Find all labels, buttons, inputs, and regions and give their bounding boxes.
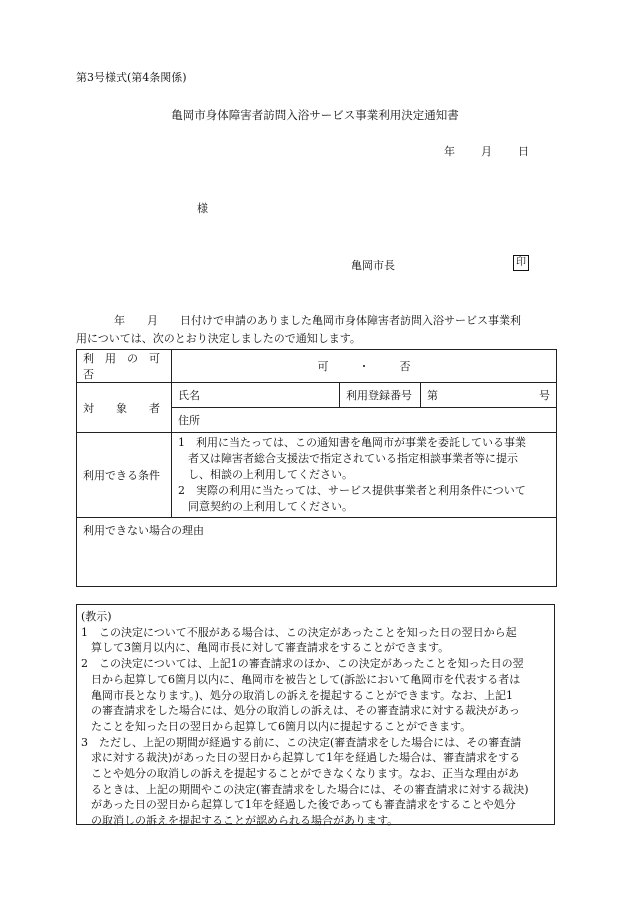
addressee-suffix: 様 <box>197 202 208 215</box>
decision-table <box>76 349 557 587</box>
date-month: 月 <box>481 145 492 158</box>
notice-line: 日から起算して6箇月以内に、亀岡市を被告として(訴訟において亀岡市を代表する者は <box>91 672 521 686</box>
intro-line-2: 用については、次のとおり決定しましたので通知します。 <box>76 332 361 345</box>
conditions-row <box>77 433 557 518</box>
reg-no-label: 利用登録番号 <box>340 383 421 408</box>
subject-name-row <box>77 383 557 408</box>
name-label: 氏名 <box>172 383 340 408</box>
notice-line: 亀岡市長となります。)、処分の取消しの訴えを提起することができます。なお、上記1 <box>91 688 514 702</box>
notice-line: 1 この決定について不服がある場合は、この決定があったことを知った日の翌日から起 <box>81 625 517 639</box>
conditions-label: 利用できる条件 <box>77 433 172 518</box>
notice-heading: (教示) <box>81 610 112 623</box>
permission-label: 利 用 の 可 否 <box>77 350 172 383</box>
address-label: 住所 <box>172 408 557 433</box>
notice-line: の取消しの訴えを提起することが認められる場合があります。 <box>91 814 399 828</box>
condition-line: 1 利用に当たっては、この通知書を亀岡市が事業を委託している事業 <box>178 436 526 449</box>
reg-no-prefix: 第 <box>427 389 438 402</box>
notice-line: 算して3箇月以内に、亀岡市長に対して審査請求をすることができます。 <box>91 641 450 655</box>
date-day: 日 <box>518 145 529 158</box>
condition-line: 2 実際の利用に当たっては、サービス提供事業者と利用条件について <box>178 484 526 497</box>
condition-line: し、相談の上利用してください。 <box>188 468 353 481</box>
notice-line: があった日の翌日から起算して1年を経過した後であっても審査請求をすることや処分 <box>91 798 516 812</box>
permission-dot: ・ <box>358 360 370 373</box>
notice-line: るときは、上記の期間やこの決定(審査請求をした場合には、その審査請求に対する裁決) <box>91 782 529 796</box>
notice-line: たことを知った日の翌日から起算して6箇月以内に提起することができます。 <box>91 719 472 733</box>
notice-line: 3 ただし、上記の期間が経過する前に、この決定(審査請求をした場合には、その審査請 <box>81 735 522 749</box>
reason-label: 利用できない場合の理由 <box>77 518 557 587</box>
appeal-notice <box>76 604 555 828</box>
seal-mark: 印 <box>513 255 529 271</box>
issue-date <box>444 143 529 159</box>
notice-line: の審査請求をした場合には、処分の取消しの訴えは、その審査請求に対する裁決があっ <box>91 704 520 718</box>
date-year: 年 <box>444 145 455 158</box>
permission-no: 否 <box>399 360 411 373</box>
reg-no-suffix: 号 <box>539 389 550 402</box>
permission-row <box>77 350 557 383</box>
document-title: 亀岡市身体障害者訪問入浴サービス事業利用決定通知書 <box>171 108 459 122</box>
notice-line: 2 この決定については、上記1の審査請求のほか、この決定があったことを知った日の翌 <box>81 657 524 671</box>
permission-value <box>172 350 557 383</box>
condition-line: 者又は障害者総合支援法で指定されている指定相談事業者等に提示 <box>188 452 518 465</box>
notice-line: 求に対する裁決)があった日の翌日から起算して1年を経過した場合は、審査請求をする <box>91 751 521 765</box>
issuer-name: 亀岡市長 <box>351 259 395 272</box>
form-number: 第3号様式(第4条関係) <box>76 71 187 84</box>
intro-text <box>76 312 560 348</box>
intro-line-1: 年 月 日付けで申請のありました亀岡市身体障害者訪問入浴サービス事業利 <box>114 314 521 327</box>
conditions-text <box>172 433 557 518</box>
notice-line: ことや処分の取消しの訴えを提起することができなくなります。なお、正当な理由があ <box>91 767 520 781</box>
reason-row <box>77 518 557 587</box>
condition-line: 同意契約の上利用してください。 <box>188 500 353 513</box>
permission-yes: 可 <box>317 360 329 373</box>
reg-no-field <box>421 383 557 408</box>
subject-label: 対 象 者 <box>77 383 172 433</box>
